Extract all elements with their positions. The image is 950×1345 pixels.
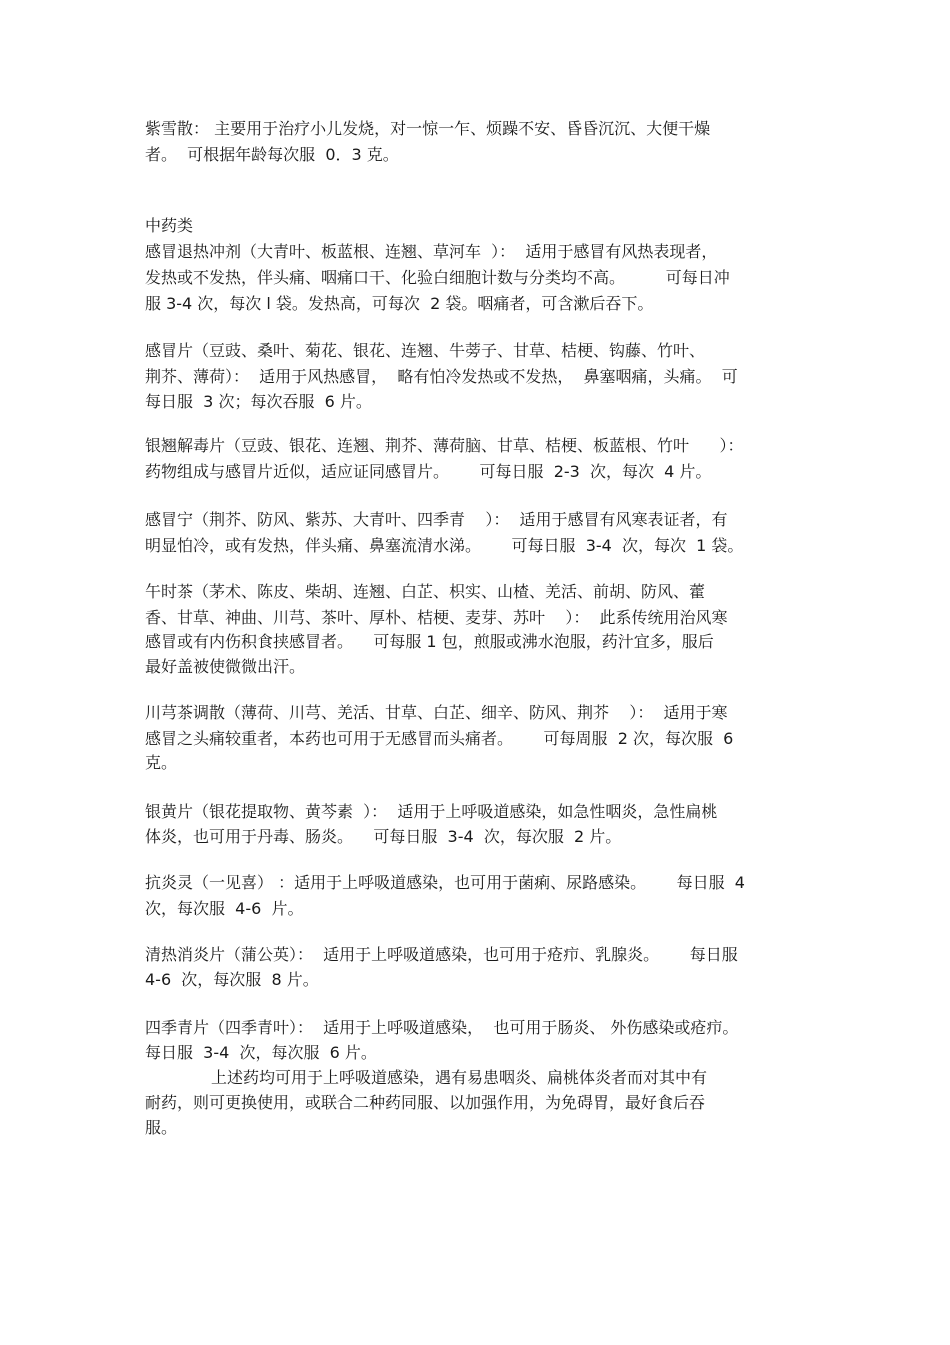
text-line: 体炎，也可用于丹毒、肠炎。 可每日服 3-4 次，每次服 2 片。 (145, 827, 622, 846)
text-line: 发热或不发热，伴头痛、咽痛口干、化验白细胞计数与分类均不高。 可每日冲 (145, 268, 730, 287)
text-line: 四季青片（四季青叶）： 适用于上呼吸道感染， 也可用于肠炎、 外伤感染或疮疖。 (145, 1018, 739, 1037)
text-line: 川芎茶调散（薄荷、川芎、羌活、甘草、白芷、细辛、防风、荆芥 ）： 适用于寒 (145, 703, 728, 722)
text-line: 4-6 次，每次服 8 片。 (145, 970, 319, 989)
text-line: 感冒宁（荆芥、防风、紫苏、大青叶、四季青 ）： 适用于感冒有风寒表证者，有 (145, 510, 728, 529)
text-line: 者。 可根据年龄每次服 0．3 克。 (145, 145, 399, 164)
text-line: 药物组成与感冒片近似，适应证同感冒片。 可每日服 2-3 次，每次 4 片。 (145, 462, 712, 481)
text-line: 服 3-4 次，每次 l 袋。发热高，可每次 2 袋。咽痛者，可含漱后吞下。 (145, 294, 654, 313)
text-line: 上述药均可用于上呼吸道感染，遇有易患咽炎、扁桃体炎者而对其中有 (211, 1068, 708, 1087)
text-line: 清热消炎片（蒲公英）： 适用于上呼吸道感染，也可用于疮疖、乳腺炎。 每日服 (145, 945, 738, 964)
text-line: 银黄片（银花提取物、黄芩素 ）： 适用于上呼吸道感染，如急性咽炎，急性扁桃 (145, 802, 718, 821)
text-line: 感冒之头痛较重者，本药也可用于无感冒而头痛者。 可每周服 2 次，每次服 6 (145, 729, 734, 748)
text-line: 每日服 3-4 次，每次服 6 片。 (145, 1043, 377, 1062)
text-line: 最好盖被使微微出汗。 (145, 657, 306, 676)
text-line: 紫雪散： 主要用于治疗小儿发烧，对一惊一乍、烦躁不安、昏昏沉沉、大便干燥 (145, 119, 711, 138)
text-line: 耐药，则可更换使用，或联合二种药同服、以加强作用，为免碍胃，最好食后吞 (145, 1093, 706, 1112)
text-line: 克。 (145, 753, 178, 772)
text-line: 服。 (145, 1118, 178, 1137)
text-line: 荆芥、薄荷）： 适用于风热感冒， 略有怕冷发热或不发热， 鼻塞咽痛，头痛。 可 (145, 367, 738, 386)
text-line: 香、甘草、神曲、川芎、茶叶、厚朴、桔梗、麦芽、苏叶 ）： 此系传统用治风寒 (145, 608, 728, 627)
text-line: 每日服 3 次；每次吞服 6 片。 (145, 392, 372, 411)
text-line: 感冒退热冲剂（大青叶、板蓝根、连翘、草河车 ）： 适用于感冒有风热表现者， (145, 242, 718, 261)
text-line: 抗炎灵（一见喜） ：适用于上呼吸道感染，也可用于菌痢、尿路感染。 每日服 4 (145, 873, 745, 892)
section-heading: 中药类 (145, 216, 194, 235)
text-line: 银翘解毒片（豆豉、银花、连翘、荆芥、薄荷脑、甘草、桔梗、板蓝根、竹叶 ）： (145, 436, 744, 455)
text-line: 午时茶（茅术、陈皮、柴胡、连翘、白芷、枳实、山楂、羌活、前胡、防风、藿 (145, 582, 706, 601)
text-line: 感冒片（豆豉、桑叶、菊花、银花、连翘、牛蒡子、甘草、桔梗、钩藤、竹叶、 (145, 341, 706, 360)
text-line: 感冒或有内伤积食挟感冒者。 可每服 1 包，煎服或沸水泡服，药汁宜多，服后 (145, 632, 714, 651)
text-line: 明显怕冷，或有发热，伴头痛、鼻塞流清水涕。 可每日服 3-4 次，每次 1 袋。 (145, 536, 744, 555)
text-line: 次，每次服 4-6 片。 (145, 899, 304, 918)
